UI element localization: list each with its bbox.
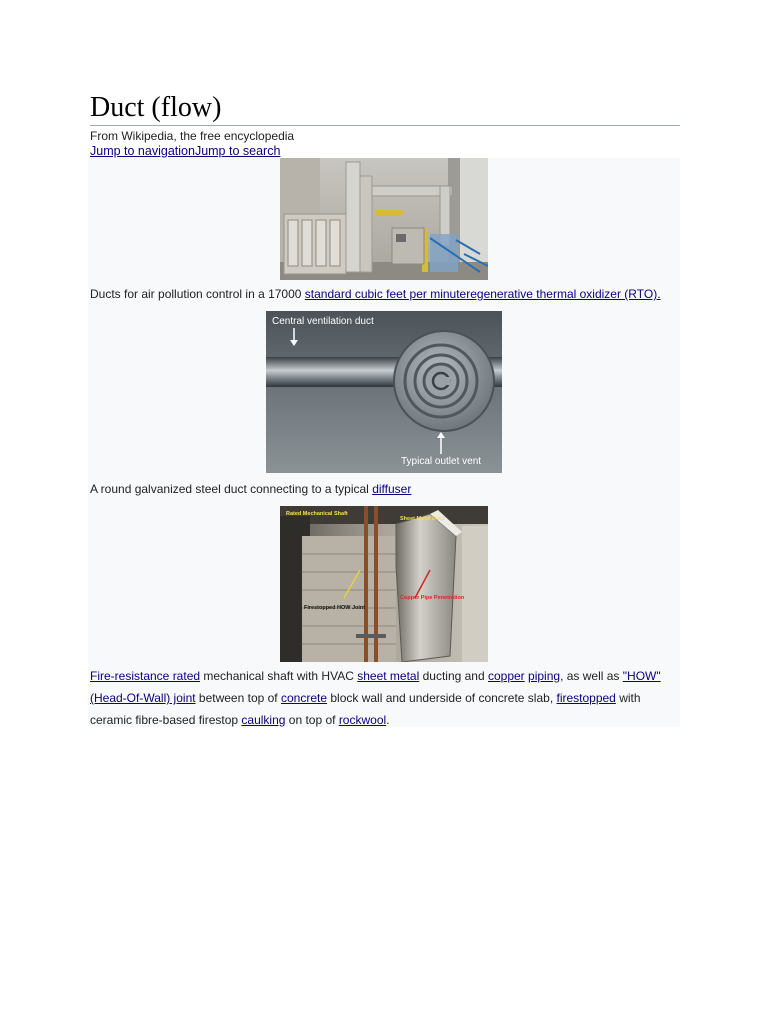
shaft-caption-link[interactable]: piping (528, 669, 561, 683)
shaft-caption-link[interactable]: Fire-resistance rated (90, 669, 201, 683)
jump-links (90, 144, 280, 158)
shaft-caption-text: with ceramic fibre-based firestop (90, 691, 641, 727)
how-joint-label: Firestopped HOW Joint (304, 605, 366, 611)
scfm-link[interactable]: standard cubic feet per minute (304, 287, 467, 301)
shaft-caption (90, 665, 668, 731)
duct-caption-text: A round galvanized steel duct connecting to a typical (90, 482, 373, 496)
site-tagline: From Wikipedia, the free encyclopedia (90, 129, 295, 143)
shaft-caption-text: on top of (285, 713, 339, 727)
shaft-caption-link[interactable]: sheet metal (357, 669, 420, 683)
shaft-caption-text: mechanical shaft with HVAC (200, 669, 358, 683)
central-duct-label: Central ventilation duct (272, 316, 374, 327)
rto-photo[interactable] (280, 158, 488, 280)
shaft-caption-text: block wall and underside of concrete slab, (327, 691, 557, 705)
shaft-caption-link[interactable]: firestopped (556, 691, 616, 705)
pipe-penetration-label: Copper Pipe Penetration (400, 595, 465, 601)
page-title: Duct (flow) (90, 92, 222, 123)
rated-shaft-label: Rated Mechanical Shaft (286, 511, 348, 517)
figure-gallery (88, 158, 680, 727)
rto-link[interactable]: regenerative thermal oxidizer (RTO). (466, 287, 661, 301)
shaft-caption-link[interactable]: copper (487, 669, 525, 683)
shaft-caption-link[interactable]: "HOW" (Head-Of-Wall) joint (90, 669, 661, 705)
duct-caption (90, 478, 411, 500)
title-divider (90, 125, 680, 126)
mechanical-shaft-photo[interactable] (280, 506, 488, 662)
diffuser-link[interactable]: diffuser (372, 482, 412, 496)
shaft-caption-text: . (386, 713, 390, 727)
shaft-caption-link[interactable]: caulking (241, 713, 286, 727)
shaft-caption-text: ducting and (419, 669, 488, 683)
sheet-metal-duct-label: Sheet Metal Duct (400, 516, 445, 522)
duct-diffuser-photo[interactable] (266, 311, 502, 473)
rto-caption (90, 283, 661, 305)
outlet-vent-label: Typical outlet vent (401, 456, 482, 467)
jump-to-search-link[interactable]: Jump to search (194, 144, 281, 158)
shaft-caption-text: between top of (195, 691, 281, 705)
jump-to-navigation-link[interactable]: Jump to navigation (90, 144, 195, 158)
shaft-caption-link[interactable]: concrete (280, 691, 328, 705)
shaft-caption-link[interactable]: rockwool (338, 713, 387, 727)
rto-caption-text: Ducts for air pollution control in a 17000 (90, 287, 305, 301)
shaft-caption-text: , as well as (560, 669, 623, 683)
